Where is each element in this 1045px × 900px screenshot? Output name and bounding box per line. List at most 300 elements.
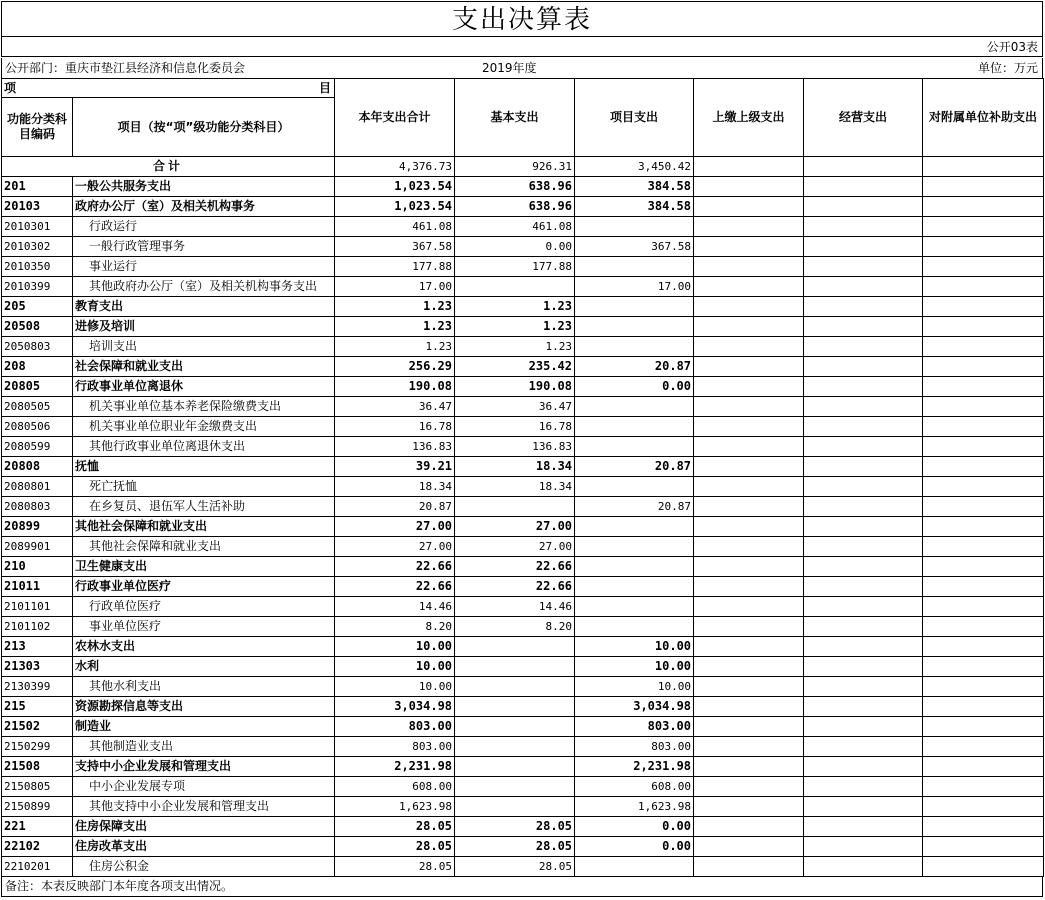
row-project: 20.87 (575, 497, 694, 517)
row-name: 行政运行 (73, 217, 335, 237)
row-project (575, 537, 694, 557)
row-code: 2010302 (2, 237, 73, 257)
total-upper (694, 157, 804, 177)
row-basic (455, 717, 575, 737)
row-basic: 18.34 (455, 457, 575, 477)
row-name: 卫生健康支出 (73, 557, 335, 577)
row-basic (455, 277, 575, 297)
row-total: 27.00 (335, 517, 455, 537)
row-upper (694, 237, 804, 257)
row-total: 27.00 (335, 537, 455, 557)
row-basic: 14.46 (455, 597, 575, 617)
row-name: 在乡复员、退伍军人生活补助 (73, 497, 335, 517)
row-name: 中小企业发展专项 (73, 777, 335, 797)
row-code: 215 (2, 697, 73, 717)
row-code: 208 (2, 357, 73, 377)
row-subsidy (923, 297, 1044, 317)
row-code: 2080801 (2, 477, 73, 497)
row-total: 36.47 (335, 397, 455, 417)
row-total: 136.83 (335, 437, 455, 457)
meta-row (1, 58, 1043, 78)
row-project: 10.00 (575, 637, 694, 657)
row-name: 其他制造业支出 (73, 737, 335, 757)
row-project: 10.00 (575, 657, 694, 677)
row-code: 20899 (2, 517, 73, 537)
table-row (2, 257, 1044, 277)
row-basic: 36.47 (455, 397, 575, 417)
row-business (804, 837, 923, 857)
row-subsidy (923, 517, 1044, 537)
row-upper (694, 217, 804, 237)
row-total: 177.88 (335, 257, 455, 277)
row-subsidy (923, 257, 1044, 277)
row-total: 22.66 (335, 577, 455, 597)
table-row (2, 177, 1044, 197)
header-xiang: 项 (4, 80, 17, 95)
row-total: 608.00 (335, 777, 455, 797)
row-name: 住房改革支出 (73, 837, 335, 857)
row-basic: 16.78 (455, 417, 575, 437)
row-project: 17.00 (575, 277, 694, 297)
row-upper (694, 337, 804, 357)
row-subsidy (923, 657, 1044, 677)
row-basic (455, 777, 575, 797)
row-code: 2150805 (2, 777, 73, 797)
row-code: 2150299 (2, 737, 73, 757)
row-total: 1,023.54 (335, 177, 455, 197)
row-basic: 18.34 (455, 477, 575, 497)
row-upper (694, 277, 804, 297)
row-total: 803.00 (335, 737, 455, 757)
row-name: 行政事业单位医疗 (73, 577, 335, 597)
table-row (2, 757, 1044, 777)
row-name: 死亡抚恤 (73, 477, 335, 497)
row-business (804, 257, 923, 277)
row-code: 20808 (2, 457, 73, 477)
row-code: 2050803 (2, 337, 73, 357)
row-subsidy (923, 377, 1044, 397)
row-subsidy (923, 417, 1044, 437)
row-basic: 28.05 (455, 817, 575, 837)
row-total: 803.00 (335, 717, 455, 737)
unit-label: 单位：万元 (977, 61, 1038, 75)
row-name: 进修及培训 (73, 317, 335, 337)
row-project: 803.00 (575, 737, 694, 757)
row-total: 18.34 (335, 477, 455, 497)
row-subsidy (923, 637, 1044, 657)
row-project: 803.00 (575, 717, 694, 737)
row-name: 教育支出 (73, 297, 335, 317)
table-row (2, 497, 1044, 517)
row-project: 2,231.98 (575, 757, 694, 777)
col-header-project: 项目支出 (575, 79, 694, 157)
row-project (575, 417, 694, 437)
row-subsidy (923, 217, 1044, 237)
row-name: 住房公积金 (73, 857, 335, 877)
row-subsidy (923, 537, 1044, 557)
row-name: 其他行政事业单位离退休支出 (73, 437, 335, 457)
table-row (2, 737, 1044, 757)
table-row (2, 677, 1044, 697)
row-upper (694, 857, 804, 877)
row-upper (694, 617, 804, 637)
row-code: 2101102 (2, 617, 73, 637)
row-subsidy (923, 277, 1044, 297)
table-row (2, 417, 1044, 437)
row-project (575, 557, 694, 577)
table-row (2, 437, 1044, 457)
row-total: 10.00 (335, 637, 455, 657)
row-upper (694, 637, 804, 657)
table-row (2, 857, 1044, 877)
form-number-row (1, 37, 1043, 57)
row-subsidy (923, 757, 1044, 777)
row-name: 其他社会保障和就业支出 (73, 517, 335, 537)
row-project: 1,623.98 (575, 797, 694, 817)
row-code: 2089901 (2, 537, 73, 557)
row-subsidy (923, 477, 1044, 497)
row-business (804, 417, 923, 437)
row-subsidy (923, 597, 1044, 617)
row-upper (694, 437, 804, 457)
row-business (804, 737, 923, 757)
row-business (804, 637, 923, 657)
row-name: 水利 (73, 657, 335, 677)
row-upper (694, 397, 804, 417)
row-code: 2150899 (2, 797, 73, 817)
table-row (2, 217, 1044, 237)
row-project (575, 597, 694, 617)
row-business (804, 217, 923, 237)
row-basic: 27.00 (455, 537, 575, 557)
row-code: 20508 (2, 317, 73, 337)
row-project: 20.87 (575, 457, 694, 477)
row-upper (694, 357, 804, 377)
row-business (804, 777, 923, 797)
row-basic (455, 657, 575, 677)
row-code: 20103 (2, 197, 73, 217)
row-subsidy (923, 577, 1044, 597)
row-upper (694, 417, 804, 437)
row-total: 39.21 (335, 457, 455, 477)
table-row (2, 597, 1044, 617)
row-project (575, 337, 694, 357)
row-name: 其他政府办公厅（室）及相关机构事务支出 (73, 277, 335, 297)
row-subsidy (923, 397, 1044, 417)
row-upper (694, 177, 804, 197)
row-business (804, 337, 923, 357)
row-business (804, 557, 923, 577)
total-business (804, 157, 923, 177)
row-project: 0.00 (575, 817, 694, 837)
row-business (804, 297, 923, 317)
row-basic (455, 737, 575, 757)
table-row (2, 777, 1044, 797)
row-project (575, 317, 694, 337)
row-upper (694, 317, 804, 337)
row-code: 2080803 (2, 497, 73, 517)
row-total: 1,023.54 (335, 197, 455, 217)
row-name: 支持中小企业发展和管理支出 (73, 757, 335, 777)
row-name: 一般公共服务支出 (73, 177, 335, 197)
row-total: 1,623.98 (335, 797, 455, 817)
col-header-basic: 基本支出 (455, 79, 575, 157)
row-upper (694, 517, 804, 537)
table-row (2, 537, 1044, 557)
row-basic: 1.23 (455, 317, 575, 337)
row-code: 2010399 (2, 277, 73, 297)
header-mu: 目 (319, 80, 332, 95)
table-row (2, 817, 1044, 837)
row-business (804, 477, 923, 497)
row-business (804, 617, 923, 637)
row-name: 住房保障支出 (73, 817, 335, 837)
row-subsidy (923, 357, 1044, 377)
row-code: 2080505 (2, 397, 73, 417)
row-total: 28.05 (335, 857, 455, 877)
row-code: 21011 (2, 577, 73, 597)
row-upper (694, 497, 804, 517)
row-upper (694, 677, 804, 697)
row-upper (694, 597, 804, 617)
row-subsidy (923, 857, 1044, 877)
row-subsidy (923, 817, 1044, 837)
row-upper (694, 557, 804, 577)
row-code: 2080506 (2, 417, 73, 437)
row-project (575, 217, 694, 237)
row-project (575, 257, 694, 277)
row-basic: 235.42 (455, 357, 575, 377)
row-total: 10.00 (335, 657, 455, 677)
table-row (2, 637, 1044, 657)
table-row (2, 377, 1044, 397)
row-project: 20.87 (575, 357, 694, 377)
row-project: 384.58 (575, 177, 694, 197)
row-total: 8.20 (335, 617, 455, 637)
table-row (2, 317, 1044, 337)
row-upper (694, 697, 804, 717)
total-sum: 4,376.73 (335, 157, 455, 177)
row-business (804, 657, 923, 677)
row-code: 201 (2, 177, 73, 197)
row-total: 1.23 (335, 337, 455, 357)
table-row (2, 397, 1044, 417)
row-basic: 1.23 (455, 337, 575, 357)
table-header (2, 79, 1044, 177)
row-subsidy (923, 177, 1044, 197)
row-name: 其他支持中小企业发展和管理支出 (73, 797, 335, 817)
row-total: 20.87 (335, 497, 455, 517)
row-basic: 28.05 (455, 857, 575, 877)
table-row (2, 797, 1044, 817)
row-name: 行政事业单位离退休 (73, 377, 335, 397)
row-code: 2210201 (2, 857, 73, 877)
table-row (2, 577, 1044, 597)
row-subsidy (923, 557, 1044, 577)
row-upper (694, 297, 804, 317)
row-code: 2010350 (2, 257, 73, 277)
row-code: 2010301 (2, 217, 73, 237)
row-project: 10.00 (575, 677, 694, 697)
row-project (575, 617, 694, 637)
row-basic: 638.96 (455, 197, 575, 217)
row-subsidy (923, 617, 1044, 637)
row-name: 事业单位医疗 (73, 617, 335, 637)
row-business (804, 817, 923, 837)
row-project (575, 517, 694, 537)
form-number: 公开03表 (986, 40, 1038, 54)
row-name: 其他社会保障和就业支出 (73, 537, 335, 557)
row-business (804, 717, 923, 737)
row-name: 农林水支出 (73, 637, 335, 657)
row-total: 256.29 (335, 357, 455, 377)
row-subsidy (923, 697, 1044, 717)
row-business (804, 237, 923, 257)
row-code: 221 (2, 817, 73, 837)
row-total: 461.08 (335, 217, 455, 237)
row-upper (694, 257, 804, 277)
row-code: 210 (2, 557, 73, 577)
row-project (575, 437, 694, 457)
row-total: 1.23 (335, 317, 455, 337)
row-upper (694, 757, 804, 777)
table-row (2, 477, 1044, 497)
row-business (804, 437, 923, 457)
row-project (575, 397, 694, 417)
table-row (2, 457, 1044, 477)
row-business (804, 517, 923, 537)
table-row (2, 517, 1044, 537)
row-upper (694, 477, 804, 497)
row-code: 2080599 (2, 437, 73, 457)
row-basic (455, 797, 575, 817)
row-name: 资源勘探信息等支出 (73, 697, 335, 717)
row-basic (455, 697, 575, 717)
row-project: 0.00 (575, 377, 694, 397)
row-code: 205 (2, 297, 73, 317)
row-business (804, 697, 923, 717)
row-name: 制造业 (73, 717, 335, 737)
table-row (2, 277, 1044, 297)
row-subsidy (923, 677, 1044, 697)
row-code: 21303 (2, 657, 73, 677)
row-basic: 1.23 (455, 297, 575, 317)
table-row (2, 297, 1044, 317)
row-name: 政府办公厅（室）及相关机构事务 (73, 197, 335, 217)
row-subsidy (923, 717, 1044, 737)
total-row (2, 157, 1044, 177)
row-total: 16.78 (335, 417, 455, 437)
col-header-total: 本年支出合计 (335, 79, 455, 157)
row-code: 21502 (2, 717, 73, 737)
col-header-business: 经营支出 (804, 79, 923, 157)
row-business (804, 177, 923, 197)
table-row (2, 617, 1044, 637)
row-code: 2101101 (2, 597, 73, 617)
row-name: 其他水利支出 (73, 677, 335, 697)
row-project (575, 857, 694, 877)
row-business (804, 397, 923, 417)
row-upper (694, 577, 804, 597)
row-basic: 22.66 (455, 557, 575, 577)
row-basic: 0.00 (455, 237, 575, 257)
row-project (575, 477, 694, 497)
table-row (2, 357, 1044, 377)
table-row (2, 697, 1044, 717)
row-total: 190.08 (335, 377, 455, 397)
row-name: 培训支出 (73, 337, 335, 357)
row-total: 1.23 (335, 297, 455, 317)
row-subsidy (923, 337, 1044, 357)
row-basic: 461.08 (455, 217, 575, 237)
row-project: 384.58 (575, 197, 694, 217)
row-business (804, 457, 923, 477)
row-project: 608.00 (575, 777, 694, 797)
row-business (804, 857, 923, 877)
row-upper (694, 817, 804, 837)
row-project: 0.00 (575, 837, 694, 857)
row-business (804, 757, 923, 777)
total-label: 合计 (2, 157, 335, 177)
row-code: 213 (2, 637, 73, 657)
row-upper (694, 717, 804, 737)
row-name: 社会保障和就业支出 (73, 357, 335, 377)
row-upper (694, 457, 804, 477)
row-project (575, 577, 694, 597)
row-business (804, 197, 923, 217)
row-basic: 22.66 (455, 577, 575, 597)
row-upper (694, 657, 804, 677)
row-upper (694, 837, 804, 857)
table-row (2, 237, 1044, 257)
row-code: 20805 (2, 377, 73, 397)
row-total: 2,231.98 (335, 757, 455, 777)
row-total: 28.05 (335, 837, 455, 857)
row-upper (694, 797, 804, 817)
row-basic (455, 757, 575, 777)
col-header-subsidy: 对附属单位补助支出 (923, 79, 1044, 157)
table-row (2, 197, 1044, 217)
row-code: 22102 (2, 837, 73, 857)
row-business (804, 377, 923, 397)
row-business (804, 677, 923, 697)
row-subsidy (923, 457, 1044, 477)
row-name: 事业运行 (73, 257, 335, 277)
col-header-upper: 上缴上级支出 (694, 79, 804, 157)
row-business (804, 797, 923, 817)
row-basic: 8.20 (455, 617, 575, 637)
row-subsidy (923, 197, 1044, 217)
row-subsidy (923, 777, 1044, 797)
row-name: 抚恤 (73, 457, 335, 477)
row-basic: 638.96 (455, 177, 575, 197)
page-title: 支出决算表 (1, 1, 1043, 37)
row-subsidy (923, 837, 1044, 857)
row-business (804, 577, 923, 597)
row-upper (694, 537, 804, 557)
row-basic: 136.83 (455, 437, 575, 457)
row-business (804, 537, 923, 557)
row-subsidy (923, 737, 1044, 757)
row-code: 21508 (2, 757, 73, 777)
row-total: 17.00 (335, 277, 455, 297)
row-project: 3,034.98 (575, 697, 694, 717)
row-total: 22.66 (335, 557, 455, 577)
row-name: 机关事业单位基本养老保险缴费支出 (73, 397, 335, 417)
total-basic: 926.31 (455, 157, 575, 177)
header-xiang-mu (2, 79, 335, 98)
col-header-item: 项目（按“项”级功能分类科目） (73, 98, 335, 157)
